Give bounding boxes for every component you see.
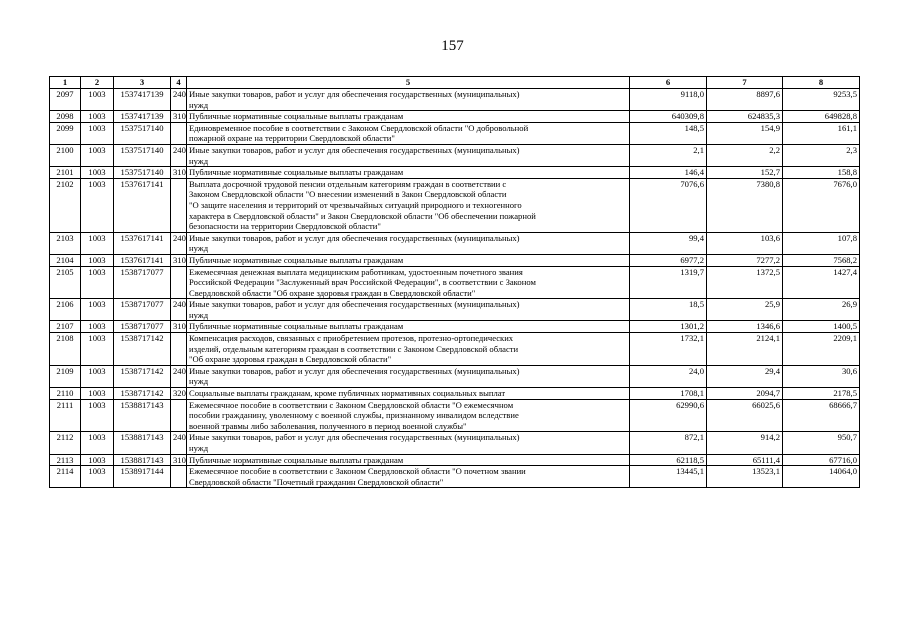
section-code-cell: 1003 [81,167,114,179]
section-code-cell: 1003 [81,178,114,232]
table-row [50,365,860,387]
row-number-cell: 2112 [50,432,81,454]
description-line: Иные закупки товаров, работ и услуг для обеспечения государственных (муниципальных) [189,365,520,376]
section-code-cell: 1003 [81,466,114,488]
row-number-cell: 2108 [50,333,81,366]
expense-type-cell: 320 [171,388,187,400]
target-article-cell: 1538717077 [114,299,171,321]
description-line: Социальные выплаты гражданам, кроме публичных нормативных социальных выплат [189,388,506,399]
expense-type-cell [171,122,187,144]
row-number-cell: 2109 [50,365,81,387]
target-article-cell: 1537417139 [114,111,171,123]
table-row [50,167,860,179]
target-article-cell: 1537617141 [114,254,171,266]
description-cell [187,254,630,266]
amount-col7-cell: 7277,2 [707,254,783,266]
page-number: 157 [441,38,464,54]
amount-col8-cell: 2178,5 [783,388,860,400]
amount-col6-cell: 1301,2 [630,321,707,333]
description-line: нужд [189,443,209,453]
description-line: Иные закупки товаров, работ и услуг для обеспечения государственных (муниципальных) [189,89,520,99]
target-article-cell: 1537517140 [114,144,171,166]
description-cell [187,432,630,454]
amount-col7-cell: 65111,4 [707,454,783,466]
amount-col6-cell: 24,0 [630,365,707,387]
table-row [50,321,860,333]
target-article-cell: 1538817143 [114,399,171,432]
amount-col7-cell: 13523,1 [707,466,783,488]
description-line: Иные закупки товаров, работ и услуг для обеспечения государственных (муниципальных) [189,144,520,155]
expense-type-cell [171,333,187,366]
expense-type-cell: 310 [171,454,187,466]
description-line: "О защите населения и территорий от чрезвычайных ситуаций природного и техногенного [189,199,522,210]
amount-col7-cell: 1372,5 [707,266,783,299]
description-line: Единовременное пособие в соответствии с Законом Свердловской области "О добровольной [189,122,529,133]
amount-col8-cell: 2,3 [783,144,860,166]
header-cell: 7 [707,77,783,89]
target-article-cell: 1537517140 [114,167,171,179]
section-code-cell: 1003 [81,399,114,432]
row-number-cell: 2107 [50,321,81,333]
expense-type-cell: 240 [171,232,187,254]
section-code-cell: 1003 [81,144,114,166]
row-number-cell: 2099 [50,122,81,144]
description-cell [187,333,630,366]
target-article-cell: 1538717142 [114,388,171,400]
budget-table [49,76,860,488]
target-article-cell: 1538717077 [114,321,171,333]
amount-col6-cell: 2,1 [630,144,707,166]
expense-type-cell: 240 [171,299,187,321]
section-code-cell: 1003 [81,454,114,466]
section-code-cell: 1003 [81,254,114,266]
target-article-cell: 1538817143 [114,432,171,454]
amount-col7-cell: 624835,3 [707,111,783,123]
amount-col6-cell: 13445,1 [630,466,707,488]
amount-col6-cell: 7076,6 [630,178,707,232]
amount-col7-cell: 8897,6 [707,89,783,111]
row-number-cell: 2106 [50,299,81,321]
target-article-cell: 1538917144 [114,466,171,488]
table-row [50,299,860,321]
amount-col6-cell: 1732,1 [630,333,707,366]
amount-col7-cell: 2094,7 [707,388,783,400]
amount-col6-cell: 99,4 [630,232,707,254]
section-code-cell: 1003 [81,432,114,454]
table-header-row [50,77,860,89]
table-row [50,232,860,254]
description-cell [187,266,630,299]
expense-type-cell [171,266,187,299]
target-article-cell: 1538717142 [114,365,171,387]
description-line: Публичные нормативные социальные выплаты гражданам [189,454,404,465]
amount-col6-cell: 148,5 [630,122,707,144]
amount-col6-cell: 640309,8 [630,111,707,123]
amount-col6-cell: 146,4 [630,167,707,179]
row-number-cell: 2102 [50,178,81,232]
description-cell [187,144,630,166]
description-cell [187,466,630,488]
amount-col8-cell: 1427,4 [783,266,860,299]
description-line: безопасности на территории Свердловской области" [189,221,381,232]
description-cell [187,321,630,333]
description-line: Свердловской области "Почетный гражданин Свердловской области" [189,476,444,487]
expense-type-cell: 310 [171,254,187,266]
expense-type-cell [171,399,187,432]
amount-col7-cell: 66025,6 [707,399,783,432]
section-code-cell: 1003 [81,232,114,254]
amount-col8-cell: 7676,0 [783,178,860,232]
amount-col8-cell: 649828,8 [783,111,860,123]
amount-col6-cell: 1708,1 [630,388,707,400]
row-number-cell: 2111 [50,399,81,432]
row-number-cell: 2110 [50,388,81,400]
header-cell: 8 [783,77,860,89]
table-row [50,266,860,299]
description-line: "Об охране здоровья граждан в Свердловской области" [189,354,392,365]
description-cell [187,454,630,466]
amount-col7-cell: 1346,6 [707,321,783,333]
section-code-cell: 1003 [81,299,114,321]
target-article-cell: 1537617141 [114,232,171,254]
section-code-cell: 1003 [81,365,114,387]
section-code-cell: 1003 [81,266,114,299]
description-cell [187,232,630,254]
amount-col6-cell: 6977,2 [630,254,707,266]
amount-col6-cell: 872,1 [630,432,707,454]
description-cell [187,388,630,400]
amount-col6-cell: 1319,7 [630,266,707,299]
target-article-cell: 1538717077 [114,266,171,299]
description-line: Иные закупки товаров, работ и услуг для обеспечения государственных (муниципальных) [189,232,520,243]
table-row [50,122,860,144]
amount-col6-cell: 9118,0 [630,89,707,111]
description-line: Публичные нормативные социальные выплаты гражданам [189,111,404,122]
description-cell [187,299,630,321]
description-cell [187,167,630,179]
amount-col7-cell: 914,2 [707,432,783,454]
section-code-cell: 1003 [81,333,114,366]
description-line: Российской Федерации "Заслуженный врач Российской Федерации", в соответствии с Законом [189,277,536,288]
amount-col8-cell: 2209,1 [783,333,860,366]
row-number-cell: 2104 [50,254,81,266]
row-number-cell: 2098 [50,111,81,123]
description-cell [187,399,630,432]
description-line: нужд [189,99,209,110]
amount-col8-cell: 67716,0 [783,454,860,466]
description-line: изделий, отдельным категориям граждан в соответствии с Законом Свердловской области [189,343,519,354]
amount-col8-cell: 7568,2 [783,254,860,266]
amount-col6-cell: 62118,5 [630,454,707,466]
description-line: нужд [189,243,209,254]
table-row [50,388,860,400]
row-number-cell: 2114 [50,466,81,488]
amount-col8-cell: 30,6 [783,365,860,387]
table-row [50,178,860,232]
amount-col8-cell: 26,9 [783,299,860,321]
amount-col8-cell: 158,8 [783,167,860,179]
row-number-cell: 2105 [50,266,81,299]
table-row [50,111,860,123]
table-row [50,89,860,111]
description-line: Выплата досрочной трудовой пенсии отдельным категориям граждан в соответствии с [189,178,507,189]
amount-col8-cell: 9253,5 [783,89,860,111]
amount-col6-cell: 62990,6 [630,399,707,432]
table-row [50,144,860,166]
description-line: Ежемесячное пособие в соответствии с Законом Свердловской области "О почетном звании [189,466,526,477]
header-cell: 3 [114,77,171,89]
expense-type-cell [171,178,187,232]
description-cell [187,365,630,387]
description-line: Компенсация расходов, связанных с приобретением протезов, протезно-ортопедических [189,333,514,344]
amount-col8-cell: 68666,7 [783,399,860,432]
header-cell: 1 [50,77,81,89]
expense-type-cell: 240 [171,365,187,387]
amount-col8-cell: 950,7 [783,432,860,454]
description-line: нужд [189,376,209,387]
amount-col7-cell: 103,6 [707,232,783,254]
expense-type-cell: 240 [171,89,187,111]
amount-col7-cell: 2,2 [707,144,783,166]
description-line: нужд [189,155,209,166]
description-line: Публичные нормативные социальные выплаты гражданам [189,321,404,332]
description-line: пожарной охране на территории Свердловской области" [189,133,395,144]
amount-col7-cell: 7380,8 [707,178,783,232]
description-line: военной травмы либо заболевания, полученного в период военной службы" [189,420,467,431]
row-number-cell: 2097 [50,89,81,111]
table-row [50,432,860,454]
amount-col7-cell: 29,4 [707,365,783,387]
description-cell [187,178,630,232]
header-cell: 6 [630,77,707,89]
target-article-cell: 1538717142 [114,333,171,366]
amount-col6-cell: 18,5 [630,299,707,321]
description-cell [187,111,630,123]
description-line: Публичные нормативные социальные выплаты гражданам [189,167,404,178]
description-line: Ежемесячное пособие в соответствии с Законом Свердловской области "О ежемесячном [189,399,514,410]
table-row [50,466,860,488]
description-line: Свердловской области "Об охране здоровья граждан в Свердловской области" [189,287,476,298]
table-row [50,333,860,366]
amount-col7-cell: 152,7 [707,167,783,179]
amount-col8-cell: 14064,0 [783,466,860,488]
description-line: Публичные нормативные социальные выплаты гражданам [189,254,404,265]
table-body [50,89,860,488]
description-line: нужд [189,309,209,320]
description-cell [187,122,630,144]
table-row [50,399,860,432]
row-number-cell: 2103 [50,232,81,254]
description-line: характера в Свердловской области" и Закон Свердловской области "Об обеспечении пожарной [189,210,536,221]
amount-col8-cell: 161,1 [783,122,860,144]
expense-type-cell: 240 [171,432,187,454]
expense-type-cell: 310 [171,111,187,123]
description-line: Ежемесячная денежная выплата медицинским работникам, удостоенным почетного звания [189,266,523,277]
amount-col7-cell: 154,9 [707,122,783,144]
row-number-cell: 2100 [50,144,81,166]
description-cell [187,89,630,111]
description-line: пособии гражданину, уволенному с военной службы, признанному инвалидом вследствие [189,410,519,421]
header-cell: 5 [187,77,630,89]
target-article-cell: 1537517140 [114,122,171,144]
expense-type-cell [171,466,187,488]
header-cell: 2 [81,77,114,89]
table-row [50,454,860,466]
description-line: Иные закупки товаров, работ и услуг для обеспечения государственных (муниципальных) [189,432,520,443]
section-code-cell: 1003 [81,89,114,111]
expense-type-cell: 310 [171,167,187,179]
target-article-cell: 1537417139 [114,89,171,111]
amount-col8-cell: 1400,5 [783,321,860,333]
amount-col7-cell: 2124,1 [707,333,783,366]
table-row [50,254,860,266]
description-line: Законом Свердловской области "О внесении изменений в Закон Свердловской области [189,189,507,200]
row-number-cell: 2113 [50,454,81,466]
section-code-cell: 1003 [81,321,114,333]
section-code-cell: 1003 [81,122,114,144]
section-code-cell: 1003 [81,388,114,400]
row-number-cell: 2101 [50,167,81,179]
target-article-cell: 1538817143 [114,454,171,466]
amount-col7-cell: 25,9 [707,299,783,321]
target-article-cell: 1537617141 [114,178,171,232]
description-line: Иные закупки товаров, работ и услуг для обеспечения государственных (муниципальных) [189,299,520,310]
header-cell: 4 [171,77,187,89]
amount-col8-cell: 107,8 [783,232,860,254]
expense-type-cell: 310 [171,321,187,333]
expense-type-cell: 240 [171,144,187,166]
section-code-cell: 1003 [81,111,114,123]
